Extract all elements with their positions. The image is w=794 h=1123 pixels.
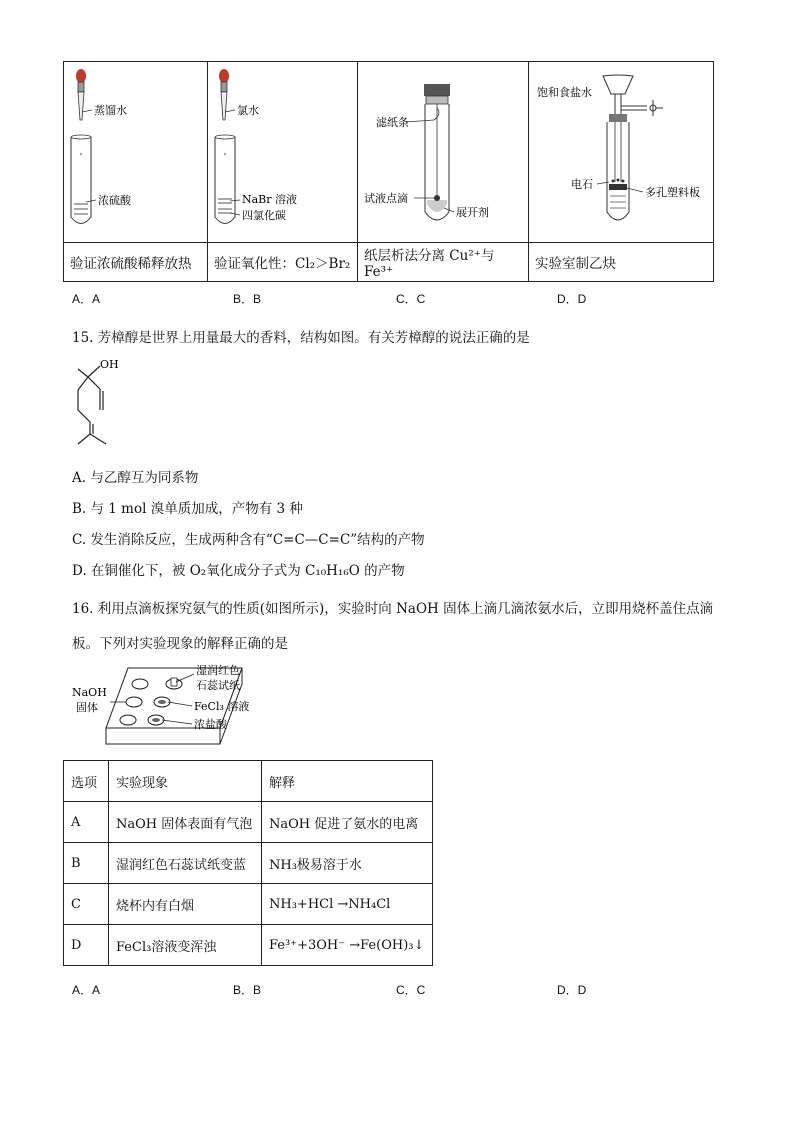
label-solid: 固体 xyxy=(76,701,98,714)
table-row xyxy=(64,925,433,966)
table-row xyxy=(64,802,433,843)
q15-choice-d[interactable]: D. 在铜催化下，被 O₂氧化成分子式为 C₁₀H₁₆O 的产物 xyxy=(72,563,405,579)
linalool-structure xyxy=(72,352,152,452)
q14-option-c[interactable]: C．C xyxy=(396,292,426,306)
row-a-explanation: NaOH 促进了氨水的电离 xyxy=(262,802,433,843)
q14-apparatus-table xyxy=(63,61,714,282)
q15-stem: 15. 芳樟醇是世界上用量最大的香料，结构如图。有关芳樟醇的说法正确的是 xyxy=(72,330,530,346)
q16-stem-line-1: 16. 利用点滴板探究氨气的性质(如图所示)，实验时向 NaOH 固体上滴几滴浓氨水后，立即用烧杯盖住点滴 xyxy=(72,601,714,617)
caption-2: 验证氧化性：Cl₂＞Br₂ xyxy=(208,243,358,282)
row-b-explanation: NH₃极易溶于水 xyxy=(262,843,433,884)
spot-plate-figure xyxy=(70,658,270,753)
panel-4-figure xyxy=(529,62,714,243)
table-row xyxy=(64,884,433,925)
row-b-option: B xyxy=(64,843,109,884)
q14-option-b[interactable]: B．B xyxy=(233,292,262,306)
row-c-explanation: NH₃+HCl →NH₄Cl xyxy=(262,884,433,925)
q15-choice-a[interactable]: A. 与乙醇互为同系物 xyxy=(72,470,199,486)
label-filter-paper: 滤纸条 xyxy=(376,116,409,129)
test-tube-dilution-figure xyxy=(64,62,207,238)
caption-1: 验证浓硫酸稀释放热 xyxy=(64,243,208,282)
row-c-option: C xyxy=(64,884,109,925)
label-conc-sulfuric-acid: 浓硫酸 xyxy=(98,194,131,207)
label-calcium-carbide: 电石 xyxy=(571,178,593,191)
label-porous-plate: 多孔塑料板 xyxy=(645,186,700,199)
caption-3: 纸层析法分离 Cu²⁺与 Fe³⁺ xyxy=(358,243,529,282)
row-b-phenomenon: 湿润红色石蕊试纸变蓝 xyxy=(109,843,262,884)
q16-option-c[interactable]: C．C xyxy=(396,983,426,997)
row-c-phenomenon: 烧杯内有白烟 xyxy=(109,884,262,925)
q15-choice-b[interactable]: B. 与 1 mol 溴单质加成，产物有 3 种 xyxy=(72,501,303,517)
table-row xyxy=(64,843,433,884)
table-header-row xyxy=(64,761,433,802)
header-phenomenon: 实验现象 xyxy=(109,761,262,802)
acetylene-apparatus-figure xyxy=(529,62,713,238)
row-d-option: D xyxy=(64,925,109,966)
q16-option-d[interactable]: D．D xyxy=(557,983,587,997)
label-fecl3-solution: FeCl₃ 溶液 xyxy=(194,700,250,713)
label-conc-hcl: 浓盐酸 xyxy=(194,718,227,731)
q14-option-a[interactable]: A．A xyxy=(72,292,101,306)
label-nabr-solution: NaBr 溶液 xyxy=(242,193,298,206)
header-explanation: 解释 xyxy=(262,761,433,802)
panel-2-figure xyxy=(208,62,358,243)
q16-table xyxy=(63,760,433,966)
panel-3-figure xyxy=(358,62,529,243)
q16-option-b[interactable]: B．B xyxy=(233,983,262,997)
row-d-explanation: Fe³⁺+3OH⁻ →Fe(OH)₃↓ xyxy=(262,925,433,966)
oh-label: OH xyxy=(100,358,119,371)
q16-option-a[interactable]: A．A xyxy=(72,983,101,997)
q16-stem-line-2: 板。下列对实验现象的解释正确的是 xyxy=(72,636,288,652)
row-a-option: A xyxy=(64,802,109,843)
row-a-phenomenon: NaOH 固体表面有气泡 xyxy=(109,802,262,843)
label-developer: 展开剂 xyxy=(456,206,489,219)
q15-choice-c[interactable]: C. 发生消除反应，生成两种含有“C=C—C=C”结构的产物 xyxy=(72,532,425,548)
test-tube-oxidation-figure xyxy=(208,62,357,238)
q14-option-d[interactable]: D．D xyxy=(557,292,587,306)
caption-4: 实验室制乙炔 xyxy=(529,243,714,282)
q14-options xyxy=(0,290,794,306)
label-litmus-2: 石蕊试纸 xyxy=(196,679,240,692)
header-option: 选项 xyxy=(64,761,109,802)
paper-chromatography-figure xyxy=(358,62,528,238)
panel-1-figure xyxy=(64,62,208,243)
label-sample-drop: 试液点滴 xyxy=(364,192,408,205)
label-litmus-1: 湿润红色 xyxy=(196,664,240,677)
label-naoh: NaOH xyxy=(72,686,107,699)
label-saturated-brine: 饱和食盐水 xyxy=(537,86,592,99)
label-chlorine-water: 氯水 xyxy=(237,104,259,117)
row-d-phenomenon: FeCl₃溶液变浑浊 xyxy=(109,925,262,966)
q16-options xyxy=(0,981,794,997)
label-distilled-water: 蒸馏水 xyxy=(94,104,127,117)
label-ccl4: 四氯化碳 xyxy=(242,209,286,222)
